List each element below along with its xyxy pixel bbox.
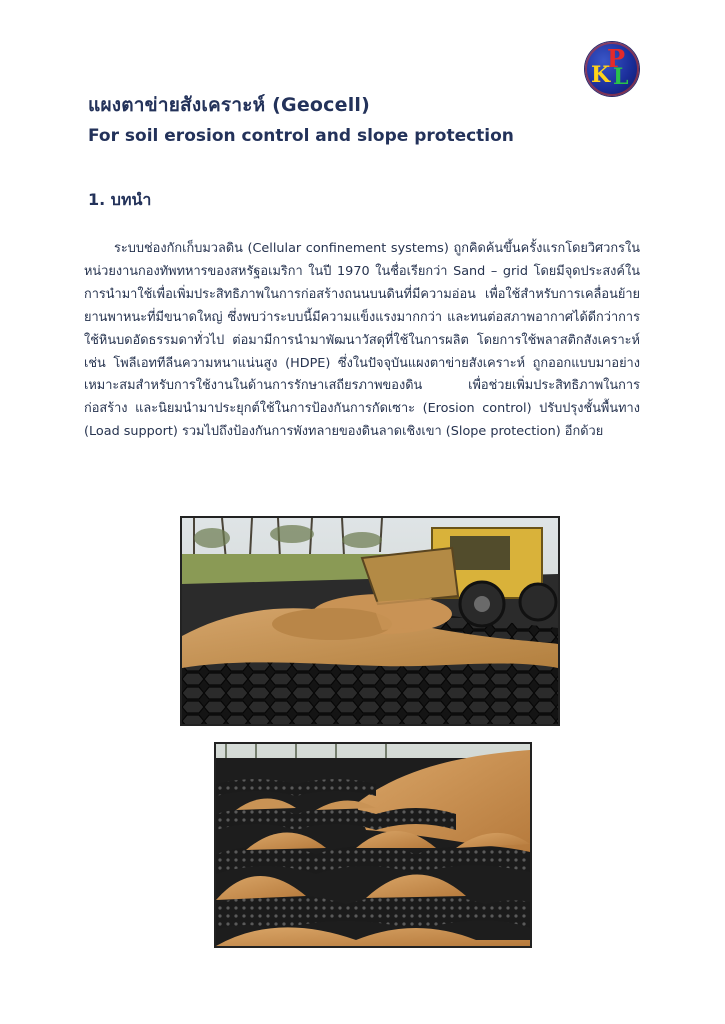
sand-filled-geocell-photo (214, 742, 532, 948)
page-title-english: For soil erosion control and slope protection (88, 126, 514, 146)
section-heading: 1. บทนำ (88, 190, 152, 209)
intro-paragraph: ระบบช่องกักเก็บมวลดิน (Cellular confinement systems) ถูกคิดค้นขึ้นครั้งแรกโดยวิศวกรในหน่วยงานกองทัพทหารของสหรัฐอเมริกา ในปี 1970 ในชื่อเรียกว่า Sand – grid โดยมีจุดประสงค์ในการนำมาใช้เพื่อเพิ่มประสิทธิภาพในการก่อสร้างถนนบนดินที่มีความอ่อน เพื่อใช้สำหรับการเคลื่อนย้ายยานพาหนะที่มีขนาดใหญ่ ซึ่งพบว่าระบบนี้มีความแข็งแรงมากกว่า และทนต่อสภาพอากาศได้ดีกว่าการใช้หินบดอัดธรรมดาทั่วไป ต่อมามีการนำมาพัฒนาวัสดุที่ใช้ในการผลิต โดยการใช้พลาสติกสังเคราะห์ เช่น โพลีเอททีลีนความหนาแน่นสูง (HDPE) ซึ่งในปัจจุบันแผงตาข่ายสังเคราะห์ ถูกออกแบบมาอย่างเหมาะสมสำหรับการใช้งานในด้านการรักษาเสถียรภาพของดิน เพื่อช่วยเพิ่มประสิทธิภาพในการก่อสร้าง และนิยมนำมาประยุกต์ใช้ในการป้องกันการกัดเซาะ (Erosion control) ปรับปรุงชั้นพื้นทาง (Load support) รวมไปถึงป้องกันการพังทลายของดินลาดเชิงเขา (Slope protection) อีกด้วย (84, 241, 640, 440)
page-title-thai: แผงตาข่ายสังเคราะห์ (Geocell) (88, 94, 371, 116)
loader-geocell-photo (180, 516, 560, 726)
company-logo: P K L (585, 42, 639, 96)
